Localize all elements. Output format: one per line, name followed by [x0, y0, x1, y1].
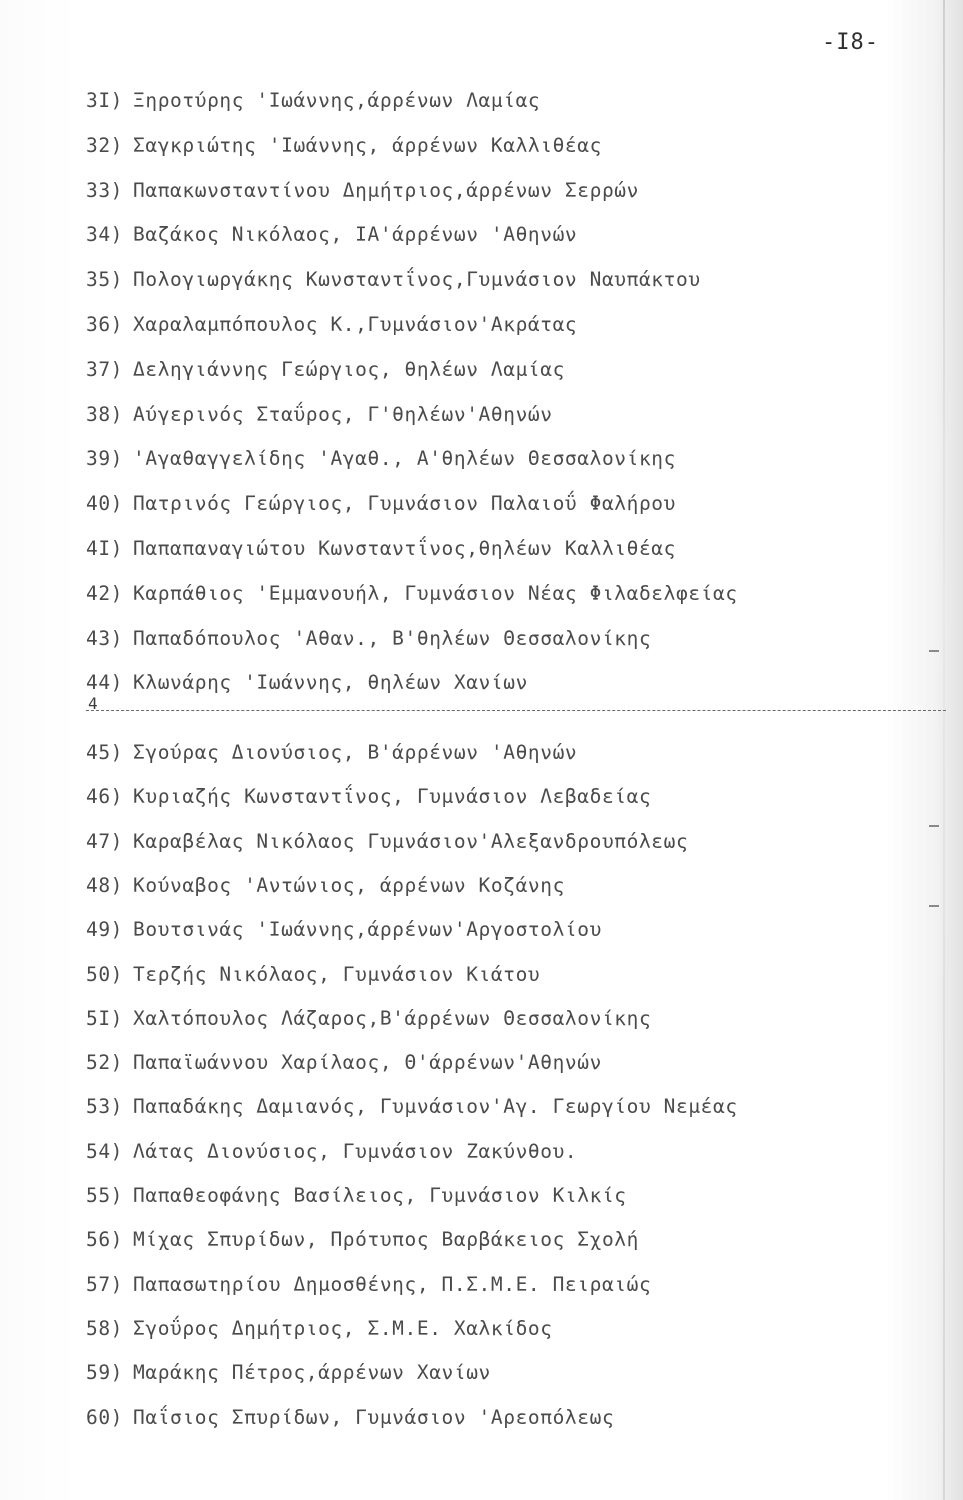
- entry-text: Κούναβος 'Αντώνιος, άρρένων Κοζάνης: [133, 874, 565, 897]
- list-item: [86, 784, 651, 810]
- entry-number: 54): [86, 1140, 124, 1163]
- entry-text: Παπαδάκης Δαμιανός, Γυμνάσιον'Αγ. Γεωργίου Νεμέας: [133, 1095, 738, 1118]
- entry-text: Σγούρας Διονύσιος, Β'άρρένων 'Αθηνών: [133, 741, 578, 764]
- list-item: [86, 402, 553, 428]
- list-item: [86, 917, 602, 943]
- page-number: -I8-: [822, 30, 879, 55]
- entry-text: Παπαϊωάννου Χαρίλαος, Θ'άρρένων'Αθηνών: [133, 1051, 602, 1074]
- entry-number: 58): [86, 1317, 124, 1340]
- list-item: [86, 1227, 639, 1253]
- entry-number: 52): [86, 1051, 124, 1074]
- entry-text: Πολογιωργάκης Κωνσταντΐνος,Γυμνάσιον Ναυπάκτου: [133, 268, 701, 291]
- entry-text: Βαζάκος Νικόλαος, ΙΑ'άρρένων 'Αθηνών: [133, 223, 578, 246]
- entry-text: Παπακωνσταντίνου Δημήτριος,άρρένων Σερρών: [133, 179, 639, 202]
- entry-number: 53): [86, 1095, 124, 1118]
- list-item: [86, 670, 528, 696]
- entry-number: 57): [86, 1273, 124, 1296]
- entry-number: 37): [86, 358, 124, 381]
- list-item: [86, 357, 565, 383]
- section-mark: 4: [88, 694, 98, 713]
- entry-text: Μίχας Σπυρίδων, Πρότυπος Βαρβάκειος Σχολή: [133, 1228, 639, 1251]
- list-item: [86, 740, 577, 766]
- entry-number: 42): [86, 582, 124, 605]
- list-item: [86, 267, 701, 293]
- list-item: [86, 581, 738, 607]
- entry-number: 5I): [86, 1007, 124, 1030]
- entry-number: 50): [86, 963, 124, 986]
- entry-text: Παπαθεοφάνης Βασίλειος, Γυμνάσιον Κιλκίς: [133, 1184, 627, 1207]
- entry-text: Χαλτόπουλος Λάζαρος,Β'άρρένων Θεσσαλονίκης: [133, 1007, 652, 1030]
- entry-number: 55): [86, 1184, 124, 1207]
- entry-text: Κλωνάρης 'Ιωάννης, θηλέων Χανίων: [133, 671, 528, 694]
- entry-text: Αύγερινός Σταΰρος, Γ'θηλέων'Αθηνών: [133, 403, 553, 426]
- entry-number: 45): [86, 741, 124, 764]
- list-item: [86, 491, 676, 517]
- list-item: [86, 178, 639, 204]
- entry-text: Πατρινός Γεώργιος, Γυμνάσιον Παλαιοΰ Φαλήρου: [133, 492, 676, 515]
- entry-number: 35): [86, 268, 124, 291]
- list-item: [86, 962, 540, 988]
- entry-text: Βουτσινάς 'Ιωάννης,άρρένων'Αργοστολίου: [133, 918, 602, 941]
- list-item: [86, 1360, 491, 1386]
- list-item: [86, 626, 651, 652]
- list-item: [86, 133, 602, 159]
- entry-text: Δεληγιάννης Γεώργιος, θηλέων Λαμίας: [133, 358, 565, 381]
- list-item: [86, 1183, 627, 1209]
- entry-number: 39): [86, 447, 124, 470]
- section-divider: [86, 710, 946, 712]
- entry-number: 47): [86, 830, 124, 853]
- entry-text: Παπασωτηρίου Δημοσθένης, Π.Σ.Μ.Ε. Πειραιώς: [133, 1273, 652, 1296]
- list-item: [86, 88, 540, 114]
- list-item: [86, 1094, 738, 1120]
- entry-number: 38): [86, 403, 124, 426]
- margin-tick: [929, 650, 939, 652]
- page-edge: [943, 0, 945, 1500]
- list-item: [86, 1405, 614, 1431]
- entry-text: Παπαδόπουλος 'Αθαν., Β'θηλέων Θεσσαλονίκης: [133, 627, 652, 650]
- list-item: [86, 1139, 577, 1165]
- entry-text: Κυριαζής Κωνσταντΐνος, Γυμνάσιον Λεβαδείας: [133, 785, 652, 808]
- entry-number: 59): [86, 1361, 124, 1384]
- entry-text: 'Αγαθαγγελίδης 'Αγαθ., Α'θηλέων Θεσσαλονίκης: [133, 447, 676, 470]
- entry-number: 46): [86, 785, 124, 808]
- entry-number: 36): [86, 313, 124, 336]
- entry-number: 33): [86, 179, 124, 202]
- entry-number: 34): [86, 223, 124, 246]
- entry-text: Σγοΰρος Δημήτριος, Σ.Μ.Ε. Χαλκίδος: [133, 1317, 553, 1340]
- entry-text: Παπαπαναγιώτου Κωνσταντΐνος,θηλέων Καλλιθέας: [133, 537, 676, 560]
- entry-text: Παΐσιος Σπυρίδων, Γυμνάσιον 'Αρεοπόλεως: [133, 1406, 615, 1429]
- list-item: [86, 446, 676, 472]
- list-item: [86, 536, 676, 562]
- list-item: [86, 873, 565, 899]
- entry-text: Λάτας Διονύσιος, Γυμνάσιον Ζακύνθου.: [133, 1140, 578, 1163]
- entry-number: 44): [86, 671, 124, 694]
- margin-tick: [929, 905, 939, 907]
- entry-number: 49): [86, 918, 124, 941]
- list-item: [86, 1006, 651, 1032]
- entry-number: 40): [86, 492, 124, 515]
- entry-text: Σαγκριώτης 'Ιωάννης, άρρένων Καλλιθέας: [133, 134, 602, 157]
- list-item: [86, 1272, 651, 1298]
- entry-number: 4I): [86, 537, 124, 560]
- entry-number: 32): [86, 134, 124, 157]
- entry-text: Χαραλαμπόπουλος Κ.,Γυμνάσιον'Ακράτας: [133, 313, 578, 336]
- list-item: [86, 312, 577, 338]
- entry-text: Καραβέλας Νικόλαος Γυμνάσιον'Αλεξανδρουπόλεως: [133, 830, 689, 853]
- entry-text: Καρπάθιος 'Εμμανουήλ, Γυμνάσιον Νέας Φιλαδελφείας: [133, 582, 738, 605]
- list-item: [86, 1050, 602, 1076]
- entry-number: 43): [86, 627, 124, 650]
- list-item: [86, 222, 577, 248]
- entry-number: 48): [86, 874, 124, 897]
- entry-number: 3I): [86, 89, 124, 112]
- list-item: [86, 829, 688, 855]
- list-item: [86, 1316, 553, 1342]
- entry-text: Ξηροτύρης 'Ιωάννης,άρρένων Λαμίας: [133, 89, 541, 112]
- entry-text: Μαράκης Πέτρος,άρρένων Χανίων: [133, 1361, 491, 1384]
- entry-text: Τερζής Νικόλαος, Γυμνάσιον Κιάτου: [133, 963, 541, 986]
- entry-number: 56): [86, 1228, 124, 1251]
- margin-tick: [929, 825, 939, 827]
- entry-number: 60): [86, 1406, 124, 1429]
